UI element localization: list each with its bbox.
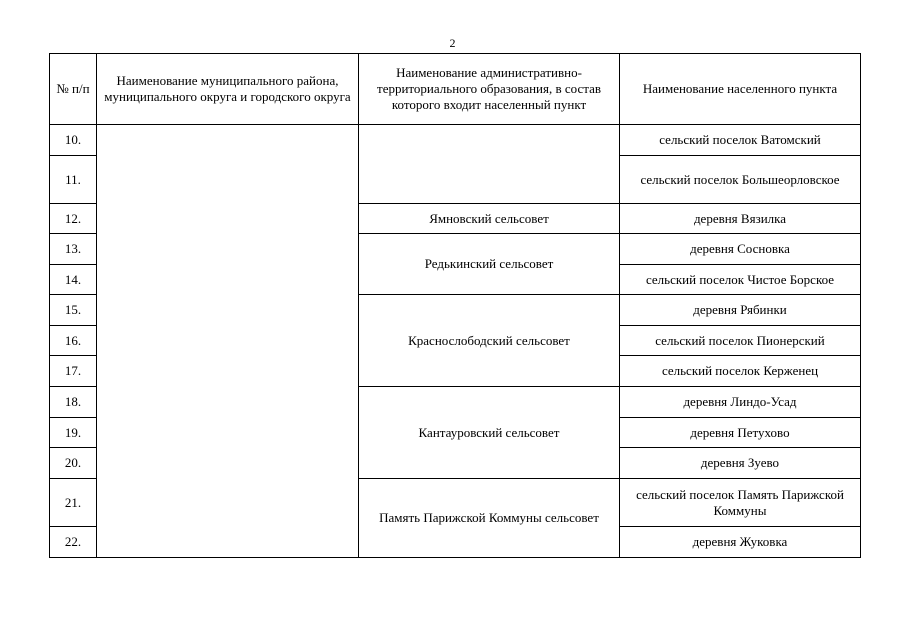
settlements-table bbox=[49, 53, 861, 558]
locality-cell: деревня Петухово bbox=[620, 418, 861, 448]
admin-unit-cell: Краснослободский сельсовет bbox=[359, 295, 620, 387]
locality-cell: деревня Сосновка bbox=[620, 234, 861, 265]
locality-cell: деревня Жуковка bbox=[620, 527, 861, 558]
locality-cell: сельский поселок Память Парижской Коммуны bbox=[620, 479, 861, 527]
header-admin-unit: Наименование административно-территориального образования, в состав которого входит населенный пункт bbox=[359, 54, 620, 125]
header-number: № п/п bbox=[50, 54, 97, 125]
locality-cell: сельский поселок Ватомский bbox=[620, 125, 861, 156]
locality-cell: сельский поселок Пионерский bbox=[620, 326, 861, 356]
row-number: 17. bbox=[50, 356, 97, 387]
locality-cell: сельский поселок Чистое Борское bbox=[620, 265, 861, 295]
locality-cell: деревня Зуево bbox=[620, 448, 861, 479]
table-row bbox=[50, 125, 861, 156]
row-number: 16. bbox=[50, 326, 97, 356]
locality-cell: деревня Рябинки bbox=[620, 295, 861, 326]
locality-cell: деревня Вязилка bbox=[620, 204, 861, 234]
row-number: 18. bbox=[50, 387, 97, 418]
row-number: 14. bbox=[50, 265, 97, 295]
page-number: 2 bbox=[449, 36, 456, 50]
row-number: 13. bbox=[50, 234, 97, 265]
row-number: 10. bbox=[50, 125, 97, 156]
locality-cell: деревня Линдо-Усад bbox=[620, 387, 861, 418]
admin-unit-cell: Редькинский сельсовет bbox=[359, 234, 620, 295]
row-number: 22. bbox=[50, 527, 97, 558]
row-number: 19. bbox=[50, 418, 97, 448]
header-locality: Наименование населенного пункта bbox=[620, 54, 861, 125]
locality-cell: сельский поселок Большеорловское bbox=[620, 156, 861, 204]
row-number: 21. bbox=[50, 479, 97, 527]
locality-cell: сельский поселок Керженец bbox=[620, 356, 861, 387]
admin-unit-cell bbox=[359, 125, 620, 204]
admin-unit-cell: Кантауровский сельсовет bbox=[359, 387, 620, 479]
row-number: 15. bbox=[50, 295, 97, 326]
row-number: 12. bbox=[50, 204, 97, 234]
admin-unit-cell: Ямновский сельсовет bbox=[359, 204, 620, 234]
admin-unit-cell: Память Парижской Коммуны сельсовет bbox=[359, 479, 620, 558]
table-header-row bbox=[50, 54, 861, 125]
municipality-cell bbox=[97, 125, 359, 558]
row-number: 11. bbox=[50, 156, 97, 204]
header-municipality: Наименование муниципального района, муниципального округа и городского округа bbox=[97, 54, 359, 125]
row-number: 20. bbox=[50, 448, 97, 479]
